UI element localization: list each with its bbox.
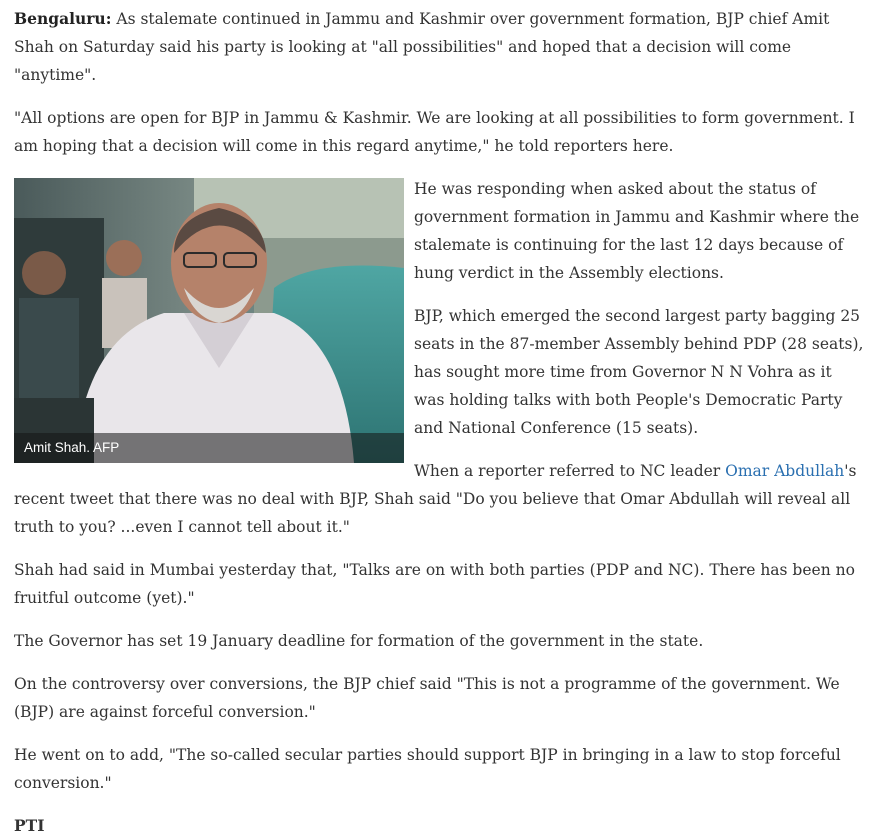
paragraph-3: He was responding when asked about the status of government formation in Jammu and Kashmir where the stalemate is continuing for the last 12 days because of hung verdict in the Assembly elections. bbox=[414, 180, 860, 282]
paragraph-5 bbox=[14, 457, 865, 541]
dateline: Bengaluru: bbox=[14, 9, 112, 28]
paragraph-5-text-before: When a reporter referred to NC leader bbox=[414, 462, 726, 480]
article-photo bbox=[14, 178, 404, 463]
paragraph-4: BJP, which emerged the second largest party bagging 25 seats in the 87-member Assembly behind PDP (28 seats), has sought more time from Governor N N Vohra as it was holding talks with both People's Democratic Party and National Conference (15 seats). bbox=[414, 307, 864, 437]
paragraph-9: He went on to add, "The so-called secular parties should support BJP in bringing in a law to stop forceful conversion." bbox=[14, 746, 841, 792]
photo-illustration bbox=[14, 178, 404, 463]
paragraph-1 bbox=[14, 5, 865, 89]
paragraph-1-text: As stalemate continued in Jammu and Kashmir over government formation, BJP chief Amit Shah on Saturday said his party is looking at "all possibilities" and hoped that a decision will come "anytime". bbox=[14, 10, 830, 84]
paragraph-7: The Governor has set 19 January deadline for formation of the government in the state. bbox=[14, 632, 704, 650]
news-source: PTI bbox=[14, 816, 45, 835]
paragraph-5-text-after: 's recent tweet that there was no deal with BJP, Shah said "Do you believe that Omar Abdullah will reveal all truth to you? ...even I cannot tell about it." bbox=[14, 462, 857, 536]
paragraph-2: "All options are open for BJP in Jammu & Kashmir. We are looking at all possibilities to form government. I am hoping that a decision will come in this regard anytime," he told reporters here. bbox=[14, 109, 855, 155]
omar-abdullah-link[interactable]: Omar Abdullah bbox=[725, 462, 845, 480]
paragraph-6: Shah had said in Mumbai yesterday that, "Talks are on with both parties (PDP and NC). There has been no fruitful outcome (yet)." bbox=[14, 561, 855, 607]
photo-caption: Amit Shah. AFP bbox=[14, 433, 404, 463]
paragraph-8: On the controversy over conversions, the BJP chief said "This is not a programme of the government. We (BJP) are against forceful conversion." bbox=[14, 675, 840, 721]
